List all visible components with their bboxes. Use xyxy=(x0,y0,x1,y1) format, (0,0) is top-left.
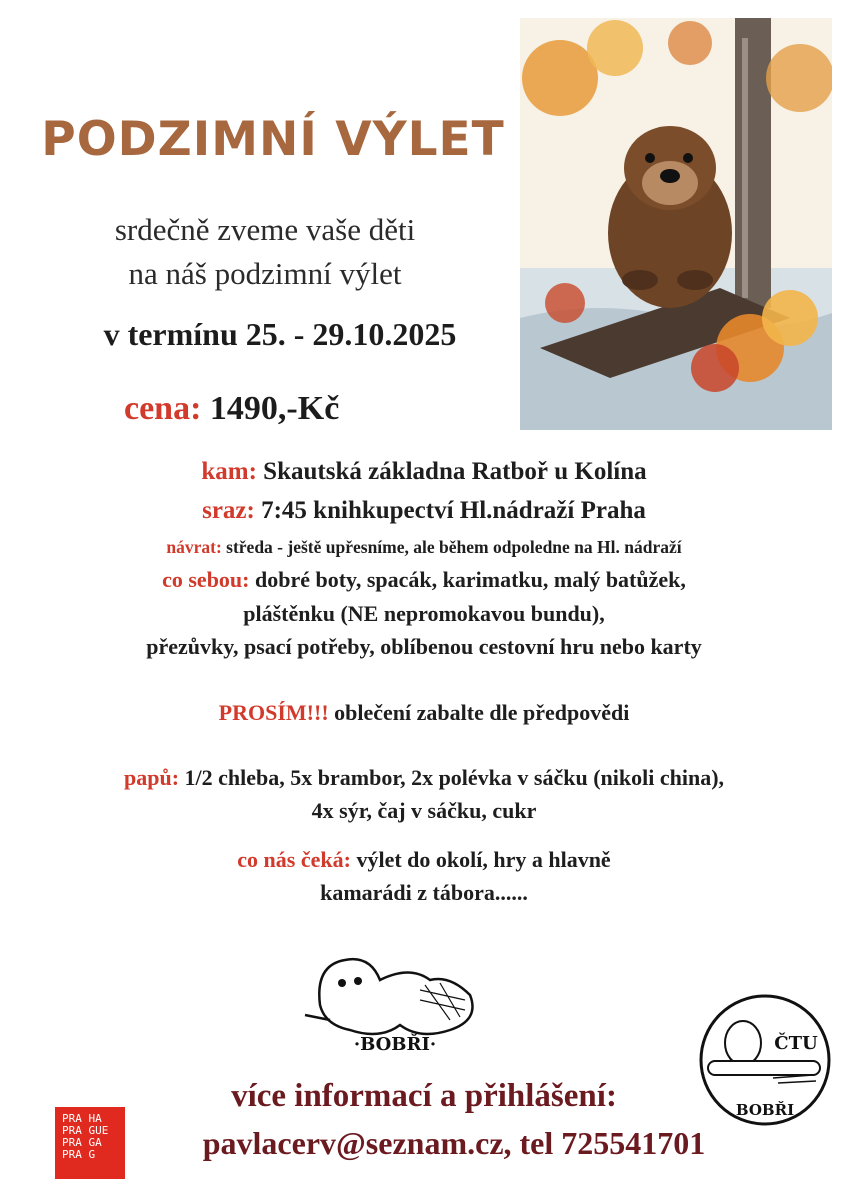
food-line-2: 4x sýr, čaj v sáčku, cukr xyxy=(311,798,537,823)
program-line-2: kamarádi z tábora...... xyxy=(320,880,528,905)
food-text-1: 1/2 chleba, 5x brambor, 2x polévka v sáčku (nikoli china), xyxy=(179,765,725,790)
trip-date: v termínu 25. - 29.10.2025 xyxy=(103,316,457,352)
invite-line-1: srdečně zveme vaše děti xyxy=(114,212,416,247)
bobri-logo xyxy=(300,945,490,1060)
destination-label: kam: xyxy=(201,458,257,485)
program-label: co nás čeká: xyxy=(237,847,351,872)
destination-text: Skautská základna Ratboř u Kolína xyxy=(256,458,647,485)
food-line-1 xyxy=(0,765,848,791)
meeting-text: 7:45 knihkupectví Hl.nádraží Praha xyxy=(254,497,646,524)
page-title: PODZIMNÍ VÝLET xyxy=(41,112,505,167)
praha-logo-line: PRA GA xyxy=(62,1136,102,1149)
packing-label: co sebou: xyxy=(162,567,250,592)
invite-line-2: na náš podzimní výlet xyxy=(128,256,402,291)
price-value: 1490,-Kč xyxy=(209,390,340,427)
price xyxy=(124,390,339,428)
ctu-logo-bottom-text: BOBŘI xyxy=(735,1101,795,1119)
praha-logo xyxy=(55,1107,125,1179)
meeting-label: sraz: xyxy=(202,497,255,524)
praha-logo-line: PRA G xyxy=(62,1148,96,1161)
packing-text-1: dobré boty, spacák, karimatku, malý batůžek, xyxy=(249,567,686,592)
clothing-note xyxy=(0,700,848,726)
contact-heading: více informací a přihlášení: xyxy=(231,1078,617,1114)
bobri-logo-text: ·BOBŘI· xyxy=(353,1034,437,1055)
beaver-autumn-illustration xyxy=(520,18,832,430)
packing-line-1 xyxy=(0,567,848,593)
clothing-note-label: PROSÍM!!! xyxy=(218,700,329,725)
praha-logo-line: PRA HA xyxy=(62,1112,102,1125)
contact-line: pavlacerv@seznam.cz, tel 725541701 xyxy=(202,1125,706,1161)
ctu-logo-text: ČTU xyxy=(774,1033,818,1054)
packing-line-3: přezůvky, psací potřeby, oblíbenou cestovní hru nebo karty xyxy=(146,634,702,659)
packing-line-2: pláštěnku (NE nepromokavou bundu), xyxy=(243,601,605,626)
praha-logo-line: PRA GUE xyxy=(62,1124,109,1137)
program-line-1 xyxy=(0,847,848,873)
return-label: návrat: xyxy=(166,537,222,557)
return-text: středa - ještě upřesníme, ale během odpoledne na Hl. nádraží xyxy=(221,537,682,557)
clothing-note-text: oblečení zabalte dle předpovědi xyxy=(328,700,630,725)
program-text-1: výlet do okolí, hry a hlavně xyxy=(350,847,611,872)
destination-line xyxy=(0,458,848,486)
meeting-line xyxy=(0,497,848,525)
price-label: cena: xyxy=(124,390,202,427)
food-label: papů: xyxy=(123,765,180,790)
return-line xyxy=(0,537,848,558)
